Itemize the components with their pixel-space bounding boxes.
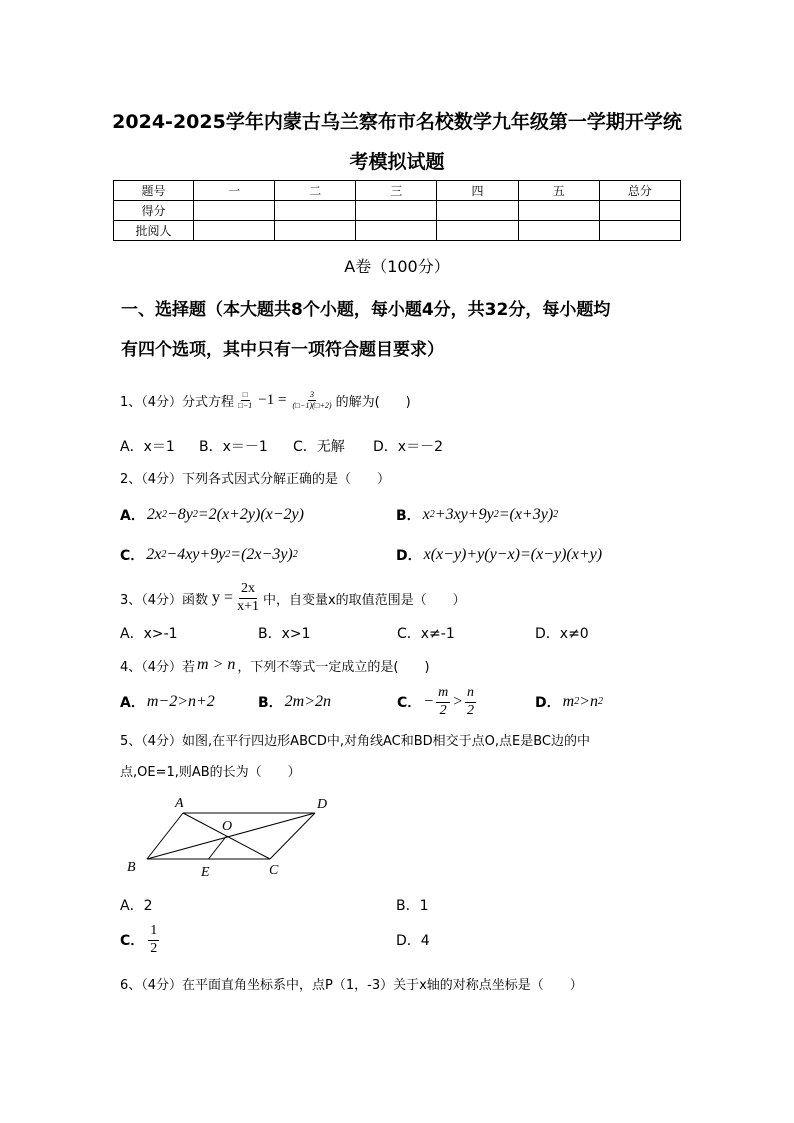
q4-option-b: [258, 690, 331, 714]
score-table-row: [114, 201, 681, 221]
row-label: 得分: [114, 201, 194, 221]
q4-option-a: [120, 690, 215, 714]
q3-option-c: C．x≠-1: [397, 626, 455, 642]
score-cell: [356, 201, 437, 221]
fraction-numerator: n: [465, 685, 476, 702]
fraction-denominator: □−1: [238, 400, 253, 410]
q4-c-fraction-1: [436, 685, 450, 718]
volume-heading: A卷（100分）: [344, 256, 450, 276]
title-line-1: 2024-2025学年内蒙古乌兰察布市名校数学九年级第一学期开学统: [112, 110, 682, 133]
score-table: [113, 180, 681, 241]
score-cell: [437, 221, 518, 241]
header-cell: 四: [437, 181, 518, 201]
option-label: B．: [258, 695, 283, 711]
section-heading-line-1: 一、选择题（本大题共8个小题，每小题4分，共32分，每小题均: [121, 299, 611, 320]
parallelogram-figure: [120, 790, 340, 885]
fraction-denominator: (□−1)(□+2): [292, 400, 332, 410]
option-a: A．x＝1: [120, 439, 175, 455]
option-label: C．: [120, 548, 145, 564]
fraction-numerator: 2x: [239, 581, 257, 598]
q3-option-d: D．x≠0: [535, 626, 589, 642]
fraction-denominator: 2: [467, 702, 474, 718]
point-label-d: D: [317, 797, 328, 812]
q3-suffix: 中，自变量x的取值范围是（ ）: [262, 592, 466, 608]
score-cell: [599, 221, 680, 241]
point-label-e: E: [201, 865, 210, 880]
q5-option-b: B．1: [396, 898, 429, 914]
math-term: x: [422, 506, 430, 523]
q1-fraction-2: [290, 390, 333, 409]
option-d: D．x＝－2: [373, 439, 443, 455]
q4-option-c: [397, 685, 478, 719]
score-cell: [518, 221, 599, 241]
score-cell: [518, 201, 599, 221]
question-1: [120, 386, 411, 414]
math-term: 2x: [146, 546, 162, 563]
q3-option-a: A．x>-1: [120, 626, 178, 642]
fraction-numerator: 1: [148, 923, 159, 940]
q3-prefix: 3、（4分）函数: [120, 592, 209, 608]
point-label-o: O: [222, 819, 233, 834]
question-5-line-2: 点,OE=1,则AB的长为（ ）: [120, 764, 301, 780]
option-label: A．: [120, 695, 145, 711]
section-heading-line-2: 有四个选项，其中只有一项符合题目要求）: [121, 339, 444, 360]
q5-option-a: A．2: [120, 898, 153, 914]
q3-fraction: [235, 581, 261, 614]
header-cell: 二: [275, 181, 356, 201]
math-term: =(2x−3y): [230, 546, 293, 563]
score-cell: [194, 201, 275, 221]
math-term: >: [452, 693, 463, 710]
header-cell: 一: [194, 181, 275, 201]
q1-fraction-1: [236, 390, 254, 409]
q4-option-d: D． m 2 >n 2: [535, 693, 603, 711]
q4-suffix: ，下列不等式一定成立的是( ): [237, 659, 430, 675]
header-cell: 总分: [599, 181, 680, 201]
q5-option-d: D．4: [396, 933, 430, 949]
math-term: −8y: [166, 506, 193, 523]
q5-option-c: [120, 922, 161, 958]
option-b: B．x＝－1: [199, 439, 268, 455]
option-label: A．: [120, 508, 145, 524]
row-label: 批阅人: [114, 221, 194, 241]
math-term: >n: [579, 693, 598, 710]
point-label-c: C: [269, 863, 279, 878]
option-label: D．: [535, 695, 561, 711]
math-term: =(x+3y): [498, 506, 554, 523]
q5-c-fraction: [148, 923, 159, 956]
score-table-row: [114, 221, 681, 241]
header-cell: 题号: [114, 181, 194, 201]
title-line-2: 考模拟试题: [349, 150, 445, 173]
math-term: x(x−y)+y(y−x)=(x−y)(x+y): [423, 546, 603, 563]
fraction-denominator: 2: [439, 702, 447, 718]
math-term: +3xy+9y: [434, 506, 494, 523]
question-2: 2、（4分）下列各式因式分解正确的是（ ）: [120, 471, 391, 487]
math-term: −: [423, 693, 435, 710]
option-label: D．: [396, 548, 422, 564]
q2-option-b: B． x 2 +3xy+9y 2 =(x+3y) 2: [396, 506, 559, 524]
option-label: C．: [397, 695, 422, 711]
score-cell: [275, 221, 356, 241]
q4-c-fraction-2: [465, 685, 476, 718]
score-cell: [194, 221, 275, 241]
q1-suffix: 的解为( ): [335, 394, 411, 410]
point-label-a: A: [175, 796, 184, 811]
question-6: 6、（4分）在平面直角坐标系中，点P（1，-3）关于x轴的对称点坐标是（ ）: [120, 977, 583, 993]
fraction-numerator: m: [436, 685, 450, 702]
math-term: −4xy+9y: [166, 546, 226, 563]
fraction-numerator: □: [242, 390, 248, 400]
score-table-header-row: [114, 181, 681, 201]
score-cell: [599, 201, 680, 221]
fraction-denominator: x+1: [237, 598, 259, 614]
question-3: [120, 580, 466, 616]
q1-equation-middle: −1 =: [258, 391, 287, 408]
header-cell: 三: [356, 181, 437, 201]
math-term: m−2>n+2: [146, 693, 215, 710]
option-label: B．: [396, 508, 421, 524]
header-cell: 五: [518, 181, 599, 201]
q2-option-a: A． 2x 2 −8y 2 =2(x+2y)(x−2y): [120, 506, 304, 524]
score-cell: [275, 201, 356, 221]
q4-prefix: 4、（4分）若: [120, 659, 196, 675]
score-cell: [437, 201, 518, 221]
edge-dc: [270, 813, 315, 859]
score-cell: [356, 221, 437, 241]
point-label-b: B: [127, 860, 136, 875]
math-term: 2x: [146, 506, 162, 523]
math-term: 2m>2n: [284, 693, 332, 710]
math-term: m: [562, 693, 575, 710]
math-term: =2(x+2y)(x−2y): [197, 506, 304, 523]
question-4: [120, 655, 430, 675]
q4-condition: m > n: [197, 656, 236, 673]
fraction-denominator: 2: [150, 940, 158, 956]
q2-option-c: C． 2x 2 −4xy+9y 2 =(2x−3y) 2: [120, 546, 298, 564]
q1-options: [120, 436, 443, 456]
q3-y-equals: y =: [212, 589, 234, 606]
edge-ba: [147, 813, 183, 859]
fraction-numerator: 3: [310, 390, 315, 400]
q2-option-d: [396, 544, 602, 566]
question-5-line-1: 5、（4分）如图,在平行四边形ABCD中,对角线AC和BD相交于点O,点E是BC边的中: [120, 733, 590, 749]
option-label: C．: [120, 933, 145, 949]
q3-option-b: B．x>1: [258, 626, 311, 642]
q1-prefix: 1、（4分）分式方程: [120, 394, 235, 410]
option-c: C．无解: [293, 439, 345, 455]
